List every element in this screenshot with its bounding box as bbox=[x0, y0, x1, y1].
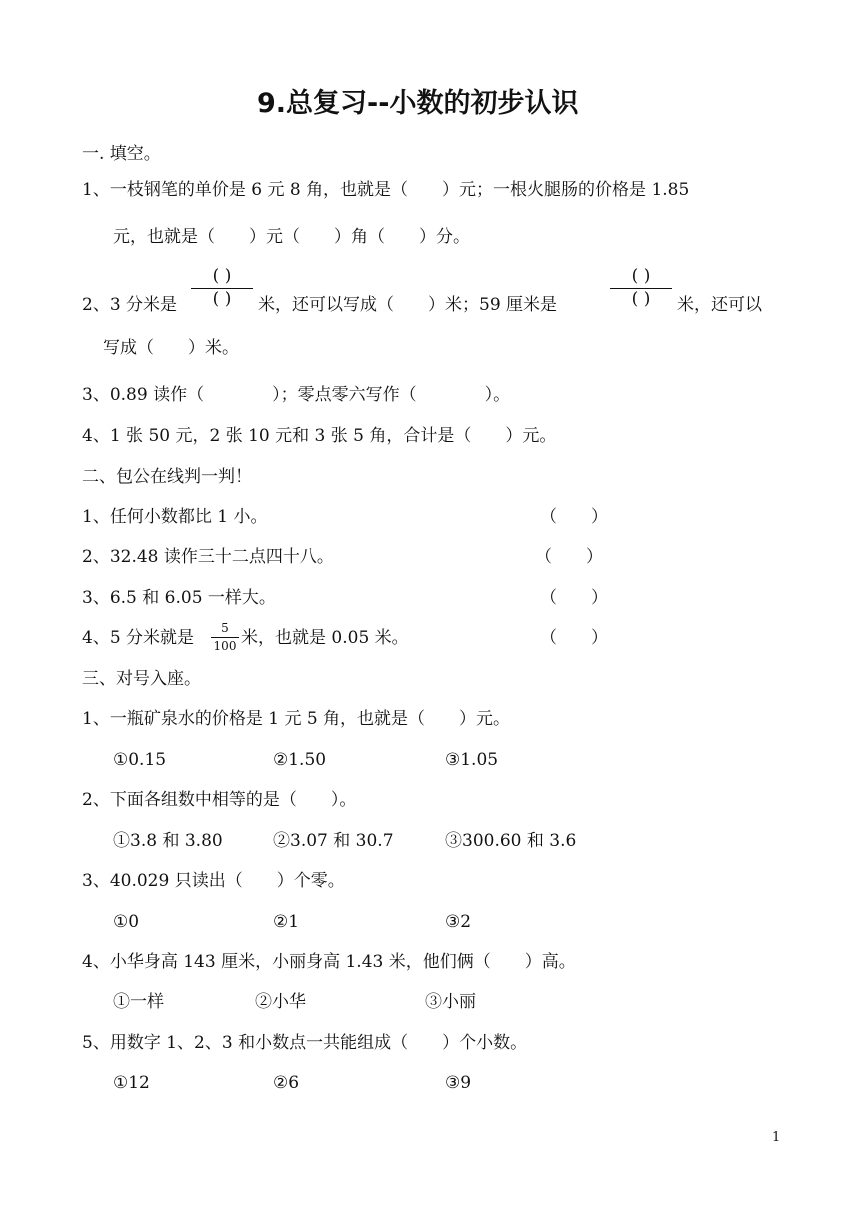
choice-4-option-1: ①一样 bbox=[113, 992, 164, 1012]
section-3-heading: 三、对号入座。 bbox=[82, 669, 201, 689]
choice-4-option-2: ②小华 bbox=[255, 992, 306, 1012]
question-1-3: 3、0.89 读作（ ）；零点零六写作（ ）。 bbox=[82, 385, 511, 405]
question-1-2-part-3: 米，还可以 bbox=[677, 295, 762, 315]
question-1-2-part-2: 米，还可以写成（ ）米；59 厘米是 bbox=[258, 295, 558, 315]
choice-3-option-1: ①0 bbox=[113, 912, 140, 932]
judge-item-2: 2、32.48 读作三十二点四十八。 bbox=[82, 547, 334, 567]
fraction-five-hundredths bbox=[211, 622, 239, 652]
judge-item-4-part-a: 4、5 分米就是 bbox=[82, 628, 195, 648]
fraction-blank-2-numerator: ( ) bbox=[610, 268, 672, 289]
judge-item-2-bracket: （ ） bbox=[535, 547, 603, 567]
choice-1-option-1: ①0.15 bbox=[113, 750, 167, 770]
judge-item-1-bracket: （ ） bbox=[540, 507, 608, 527]
fraction-numerator: 5 bbox=[211, 622, 239, 638]
fraction-blank-1 bbox=[191, 268, 253, 308]
choice-4-option-3: ③小丽 bbox=[425, 992, 476, 1012]
choice-5-option-2: ②6 bbox=[273, 1073, 300, 1093]
choice-question-3: 3、40.029 只读出（ ）个零。 bbox=[82, 871, 345, 891]
fraction-denominator: 100 bbox=[213, 639, 237, 653]
page-title: 9.总复习--小数的初步认识 bbox=[257, 88, 579, 119]
question-1-4: 4、1 张 50 元，2 张 10 元和 3 张 5 角，合计是（ ）元。 bbox=[82, 426, 557, 446]
choice-2-option-3: ③300.60 和 3.6 bbox=[445, 831, 577, 851]
question-1-2-part-1: 2、3 分米是 bbox=[82, 295, 178, 315]
judge-item-4-part-b: 米，也就是 0.05 米。 bbox=[241, 628, 409, 648]
choice-question-5: 5、用数字 1、2、3 和小数点一共能组成（ ）个小数。 bbox=[82, 1033, 528, 1053]
choice-5-option-1: ①12 bbox=[113, 1073, 150, 1093]
question-1-1-line-1: 1、一枝钢笔的单价是 6 元 8 角，也就是（ ）元；一根火腿肠的价格是 1.85 bbox=[82, 180, 690, 200]
fraction-blank-2-denominator: ( ) bbox=[631, 289, 651, 309]
choice-5-option-3: ③9 bbox=[445, 1073, 472, 1093]
choice-question-4: 4、小华身高 143 厘米，小丽身高 1.43 米，他们俩（ ）高。 bbox=[82, 952, 576, 972]
choice-3-option-2: ②1 bbox=[273, 912, 300, 932]
fraction-blank-1-denominator: ( ) bbox=[212, 289, 232, 309]
page-number: 1 bbox=[772, 1130, 781, 1145]
fraction-blank-1-numerator: ( ) bbox=[191, 268, 253, 289]
choice-3-option-3: ③2 bbox=[445, 912, 472, 932]
choice-1-option-2: ②1.50 bbox=[273, 750, 327, 770]
section-1-heading: 一. 填空。 bbox=[82, 144, 161, 164]
judge-item-4-bracket: （ ） bbox=[540, 628, 608, 648]
section-2-heading: 二、包公在线判一判！ bbox=[82, 467, 252, 487]
choice-2-option-2: ②3.07 和 30.7 bbox=[273, 831, 394, 851]
judge-item-1: 1、任何小数都比 1 小。 bbox=[82, 507, 268, 527]
choice-question-2: 2、下面各组数中相等的是（ ）。 bbox=[82, 790, 357, 810]
choice-question-1: 1、一瓶矿泉水的价格是 1 元 5 角，也就是（ ）元。 bbox=[82, 709, 511, 729]
judge-item-3: 3、6.5 和 6.05 一样大。 bbox=[82, 588, 276, 608]
question-1-1-line-2: 元，也就是（ ）元（ ）角（ ）分。 bbox=[113, 227, 470, 247]
question-1-2-line-2: 写成（ ）米。 bbox=[103, 338, 239, 358]
choice-1-option-3: ③1.05 bbox=[445, 750, 499, 770]
fraction-blank-2 bbox=[610, 268, 672, 308]
choice-2-option-1: ①3.8 和 3.80 bbox=[113, 831, 223, 851]
judge-item-3-bracket: （ ） bbox=[540, 588, 608, 608]
